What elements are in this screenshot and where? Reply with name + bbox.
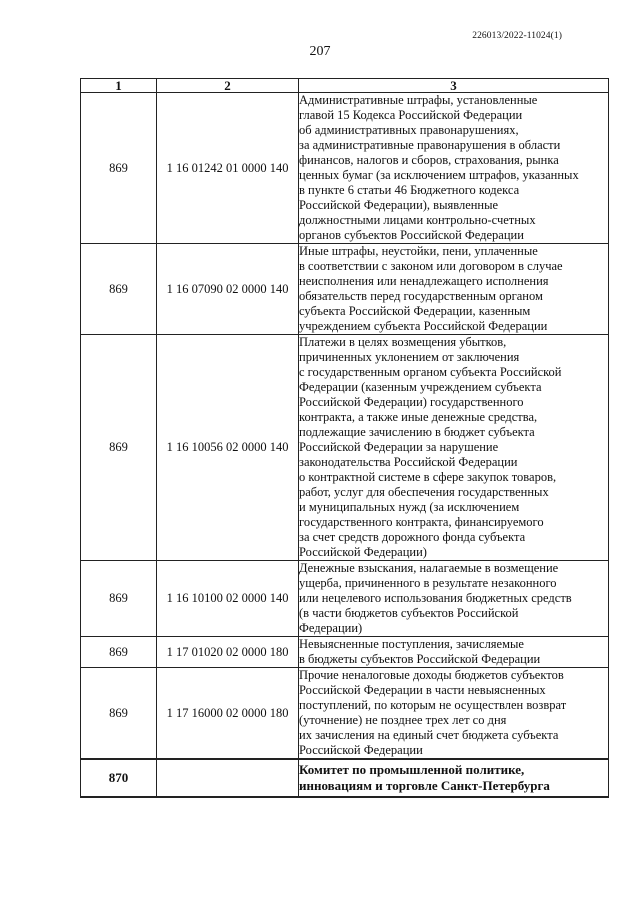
- description-line: с государственным органом субъекта Российской: [299, 365, 562, 379]
- description-line: Федерации (казенным учреждением субъекта: [299, 380, 542, 394]
- budget-classification-code-cell: 1 17 01020 02 0000 180: [157, 637, 299, 668]
- description-line: финансов, налогов и сборов, страхования, рынка: [299, 153, 559, 167]
- description-line: Комитет по промышленной политике,: [299, 762, 525, 777]
- description-line: в пункте 6 статьи 46 Бюджетного кодекса: [299, 183, 520, 197]
- description-line: Прочие неналоговые доходы бюджетов субъектов: [299, 668, 564, 682]
- description-line: должностными лицами контрольно-счетных: [299, 213, 536, 227]
- description-line: за административные правонарушения в области: [299, 138, 561, 152]
- table-row: [81, 668, 609, 760]
- description-line: в бюджеты субъектов Российской Федерации: [299, 652, 541, 666]
- description-line: Платежи в целях возмещения убытков,: [299, 335, 507, 349]
- description-line: Федерации): [299, 621, 363, 635]
- description-line: субъекта Российской Федерации, казенным: [299, 304, 531, 318]
- description-line: Российской Федерации) государственного: [299, 395, 524, 409]
- admin-code-cell: 870: [81, 759, 157, 797]
- description-line: учреждением субъекта Российской Федерации: [299, 319, 548, 333]
- description-line: законодательства Российской Федерации: [299, 455, 518, 469]
- description-line: контракта, а также иные денежные средства,: [299, 410, 538, 424]
- table-row: [81, 759, 609, 797]
- description-line: работ, услуг для обеспечения государственных: [299, 485, 549, 499]
- description-line: подлежащие зачислению в бюджет субъекта: [299, 425, 535, 439]
- income-description-cell: [299, 668, 609, 760]
- description-line: о контрактной системе в сфере закупок товаров,: [299, 470, 557, 484]
- table-row: [81, 561, 609, 637]
- table-row: [81, 93, 609, 244]
- document-code: 226013/2022-11024(1): [472, 31, 562, 41]
- admin-code-cell: 869: [81, 668, 157, 760]
- description-line: причиненных уклонением от заключения: [299, 350, 520, 364]
- income-description-cell: [299, 244, 609, 335]
- description-line: Иные штрафы, неустойки, пени, уплаченные: [299, 244, 538, 258]
- description-line: в соответствии с законом или договором в случае: [299, 259, 563, 273]
- description-line: обязательств перед государственным органом: [299, 289, 543, 303]
- description-line: Российской Федерации за нарушение: [299, 440, 499, 454]
- description-line: неисполнения или ненадлежащего исполнения: [299, 274, 549, 288]
- description-line: Невыясненные поступления, зачисляемые: [299, 637, 524, 651]
- table-row: [81, 335, 609, 561]
- column-header-2: 2: [157, 79, 299, 93]
- income-description-cell: [299, 759, 609, 797]
- admin-code-cell: 869: [81, 335, 157, 561]
- description-line: государственного контракта, финансируемого: [299, 515, 544, 529]
- description-line: инновациям и торговле Санкт-Петербурга: [299, 778, 550, 793]
- description-line: главой 15 Кодекса Российской Федерации: [299, 108, 523, 122]
- budget-classification-code-cell: 1 16 07090 02 0000 140: [157, 244, 299, 335]
- admin-code-cell: 869: [81, 561, 157, 637]
- description-line: ценных бумаг (за исключением штрафов, указанных: [299, 168, 579, 182]
- budget-codes-table: [80, 78, 609, 798]
- table-header-row: [81, 79, 609, 93]
- admin-code-cell: 869: [81, 637, 157, 668]
- column-header-3: 3: [299, 79, 609, 93]
- description-line: поступлений, по которым не осуществлен возврат: [299, 698, 567, 712]
- description-line: Административные штрафы, установленные: [299, 93, 538, 107]
- description-line: Российской Федерации): [299, 545, 427, 559]
- income-description-cell: [299, 561, 609, 637]
- description-line: (в части бюджетов субъектов Российской: [299, 606, 519, 620]
- budget-classification-code-cell: 1 17 16000 02 0000 180: [157, 668, 299, 760]
- column-header-1: 1: [81, 79, 157, 93]
- income-description-cell: [299, 335, 609, 561]
- budget-classification-code-cell: 1 16 10100 02 0000 140: [157, 561, 299, 637]
- description-line: и муниципальных нужд (за исключением: [299, 500, 520, 514]
- description-line: их зачисления на единый счет бюджета субъекта: [299, 728, 559, 742]
- page-number: 207: [309, 44, 331, 59]
- admin-code-cell: 869: [81, 93, 157, 244]
- description-line: Российской Федерации в части невыясненных: [299, 683, 546, 697]
- description-line: Российской Федерации), выявленные: [299, 198, 499, 212]
- description-line: Денежные взыскания, налагаемые в возмещение: [299, 561, 559, 575]
- description-line: об административных правонарушениях,: [299, 123, 519, 137]
- description-line: (уточнение) не позднее трех лет со дня: [299, 713, 507, 727]
- description-line: ущерба, причиненного в результате незаконного: [299, 576, 557, 590]
- income-description-cell: [299, 93, 609, 244]
- table-row: [81, 244, 609, 335]
- description-line: Российской Федерации: [299, 743, 423, 757]
- budget-classification-code-cell: 1 16 01242 01 0000 140: [157, 93, 299, 244]
- budget-classification-code-cell: 1 16 10056 02 0000 140: [157, 335, 299, 561]
- description-line: или нецелевого использования бюджетных средств: [299, 591, 572, 605]
- budget-classification-code-cell: [157, 759, 299, 797]
- table-row: [81, 637, 609, 668]
- description-line: за счет средств дорожного фонда субъекта: [299, 530, 526, 544]
- income-description-cell: [299, 637, 609, 668]
- description-line: органов субъектов Российской Федерации: [299, 228, 524, 242]
- admin-code-cell: 869: [81, 244, 157, 335]
